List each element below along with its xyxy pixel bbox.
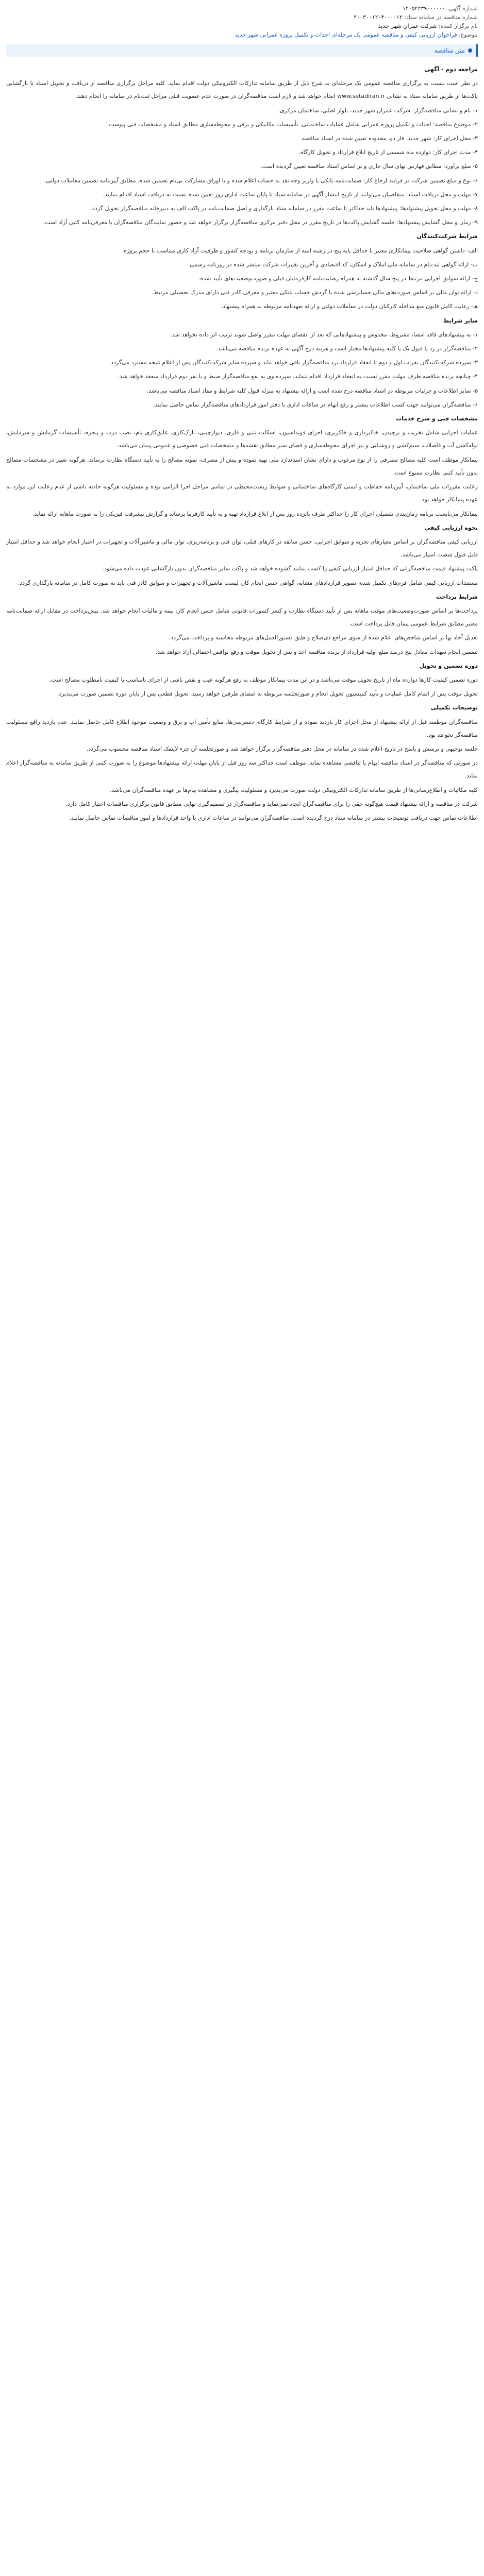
paragraph: ۱- نام و نشانی مناقصه‌گزار: شرکت عمران شهر جدید، بلوار اصلی، ساختمان مرکزی. — [278, 107, 478, 114]
meta-key: شماره مناقصه در سامانه ستاد: — [404, 14, 478, 21]
bullet-icon — [468, 48, 472, 53]
paragraph-heading: سایر شرایط — [443, 317, 478, 324]
paragraph-heading: مراجعه دوم - آگهی — [424, 66, 478, 73]
meta-key: نام برگزار کننده: — [438, 23, 478, 29]
paragraph: تعدیل آحاد بها بر اساس شاخص‌های اعلام شده از سوی مراجع ذی‌صلاح و طبق دستورالعمل‌های مربوطه محاسبه و پرداخت می‌گردد. — [169, 634, 478, 641]
paragraph: ۲- مناقصه‌گزار در رد یا قبول یک یا کلیه پیشنهادها مختار است و هزینه درج آگهی به عهده برنده مناقصه می‌باشد. — [216, 345, 478, 352]
paragraph-heading: شرایط شرکت‌کنندگان — [416, 233, 478, 240]
paragraph: عملیات اجرایی شامل تخریب و برچیدن، خاکبرداری و خاکریزی، اجرای فونداسیون، اسکلت بتنی و فلزی، دیوارچینی، نازک‌کاری، عایق‌کاری بام، نصب درب و پنجره، تأسیسات گرمایش و سرمایش، لوله‌کشی آب و فاضلاب، سیم‌کشی و روشنایی و نیز اجرای محوطه‌سازی و فضای سبز مطابق نقشه‌ها و مشخصات فنی خصوصی و عمومی پیمان می‌باشد. — [6, 429, 478, 449]
paragraph: تضمین انجام تعهدات معادل پنج درصد مبلغ اولیه قرارداد از برنده مناقصه اخذ و پس از تحویل موقت و رفع نواقص احتمالی آزاد خواهد شد. — [155, 648, 478, 655]
section-header — [6, 44, 478, 57]
meta-key: شماره آگهی: — [447, 5, 478, 12]
meta-value: شرکت عمران شهر جدید — [378, 23, 437, 29]
paragraph-heading: مشخصات فنی و شرح خدمات — [396, 415, 478, 422]
paragraph: دوره تضمین کیفیت کارها دوازده ماه از تاریخ تحویل موقت می‌باشد و در این مدت پیمانکار موظف به رفع هرگونه عیب و نقص ناشی از اجرای نامناسب یا کیفیت نامطلوب مصالح است. — [49, 676, 478, 683]
paragraph: ۵- مبلغ برآورد: مطابق فهارس بهای سال جاری و بر اساس اسناد مناقصه تعیین گردیده است. — [260, 163, 478, 170]
meta-row — [6, 22, 478, 30]
paragraph: هـ- رعایت کامل قانون منع مداخله کارکنان دولت در معاملات دولتی و ارائه تعهدنامه مربوطه به همراه پیشنهاد. — [221, 303, 478, 310]
paragraph: ۳- محل اجرای کار: شهر جدید، فاز دو، محدوده تعیین شده در اسناد مناقصه. — [300, 135, 478, 142]
paragraph: در نظر است نسبت به برگزاری مناقصه عمومی یک مرحله‌ای به شرح ذیل از طریق سامانه تدارکات الکترونیکی دولت اقدام نماید. کلیه مراحل برگزاری مناقصه از دریافت و تحویل اسناد تا بازگشایی پاکت‌ها از طریق سامانه ستاد به نشانی www.setadiran.ir انجام خواهد شد و لازم است مناقصه‌گران در صورت عدم عضویت قبلی مراحل ثبت‌نام در سامانه را انجام دهند. — [6, 80, 478, 100]
paragraph: رعایت مقررات ملی ساختمان، آیین‌نامه حفاظت و ایمنی کارگاه‌های ساختمانی و ضوابط زیست‌محیطی در تمامی مراحل اجرا الزامی بوده و مسئولیت هرگونه حادثه ناشی از عدم رعایت این موارد به عهده پیمانکار خواهد بود. — [6, 483, 478, 503]
paragraph: پاکت پیشنهاد قیمت مناقصه‌گرانی که حداقل امتیاز ارزیابی کیفی را کسب نمایند گشوده خواهد شد و پاکت سایر مناقصه‌گران بدون بازگشایی عودت داده می‌شود. — [102, 565, 478, 572]
paragraph: ۵- سایر اطلاعات و جزئیات مربوطه در اسناد مناقصه درج شده است و ارائه پیشنهاد به منزله قبول کلیه شرایط و مفاد اسناد مناقصه می‌باشد. — [146, 387, 478, 394]
tender-text — [6, 63, 478, 824]
paragraph: ۴- مدت اجرای کار: دوازده ماه شمسی از تاریخ ابلاغ قرارداد و تحویل کارگاه. — [298, 149, 478, 156]
paragraph: در صورتی که مناقصه‌گر در اسناد مناقصه ابهام یا تناقضی مشاهده نماید، موظف است حداکثر سه روز قبل از پایان مهلت ارائه پیشنهادها موضوع را به صورت کتبی از طریق سامانه به مناقصه‌گزار اعلام نماید. — [6, 759, 478, 779]
paragraph: ۱- به پیشنهادهای فاقد امضا، مشروط، مخدوش و پیشنهادهایی که بعد از انقضای مهلت مقرر واصل شوند ترتیب اثر داده نخواهد شد. — [170, 331, 478, 338]
paragraph: ۹- زمان و محل گشایش پیشنهادها: جلسه گشایش پاکت‌ها در تاریخ مقرر در محل دفتر مرکزی مناقصه‌گزار برگزار خواهد شد و حضور نمایندگان مناقصه‌گران با معرفی‌نامه کتبی آزاد است. — [43, 219, 478, 226]
paragraph-heading: نحوه ارزیابی کیفی — [425, 524, 478, 531]
meta-value: ۲۰۰۳۰۰۱۲۰۴۰۰۰۰۱۲ — [354, 14, 403, 21]
meta-key: موضوع: — [459, 31, 478, 38]
meta-row — [6, 30, 478, 39]
paragraph: ۸- مهلت و محل تحویل پیشنهادها: پیشنهادها باید حداکثر تا ساعت مقرر در سامانه ستاد بارگذاری و اصل ضمانت‌نامه در پاکت الف به دبیرخانه مناقصه‌گزار تحویل گردد. — [90, 205, 478, 212]
paragraph: جلسه توجیهی و پرسش و پاسخ در تاریخ اعلام شده در سامانه در محل دفتر مناقصه‌گزار برگزار خواهد شد و صورتجلسه آن جزء لاینفک اسناد مناقصه محسوب می‌گردد. — [86, 745, 478, 752]
paragraph: ۴- چنانچه برنده مناقصه ظرف مهلت مقرر نسبت به انعقاد قرارداد اقدام ننماید، سپرده وی به نفع مناقصه‌گزار ضبط و با نفر دوم قرارداد منعقد خواهد شد. — [118, 373, 478, 380]
paragraph: ۳- سپرده شرکت‌کنندگان نفرات اول و دوم تا انعقاد قرارداد نزد مناقصه‌گزار باقی خواهد ماند و سپرده سایر شرکت‌کنندگان پس از اعلام نتیجه مسترد می‌گردد. — [109, 359, 478, 366]
paragraph: ۶- نوع و مبلغ تضمین شرکت در فرایند ارجاع کار: ضمانت‌نامه بانکی یا واریز وجه نقد به حساب اعلام شده و یا اوراق مشارکت بی‌نام تضمین شده، مطابق آیین‌نامه تضمین معاملات دولتی. — [44, 177, 478, 184]
meta-row — [6, 4, 478, 13]
paragraph: کلیه مکاتبات و اطلاع‌رسانی‌ها از طریق سامانه تدارکات الکترونیکی دولت صورت می‌پذیرد و مسئولیت پیگیری و مشاهده پیام‌ها بر عهده مناقصه‌گران می‌باشد. — [110, 786, 478, 793]
paragraph: ارزیابی کیفی مناقصه‌گران بر اساس معیارهای تجربه و سوابق اجرایی، حسن سابقه در کارهای قبلی، توان فنی و برنامه‌ریزی، توان مالی و ماشین‌آلات و تجهیزات در اختیار انجام خواهد شد و حداقل امتیاز قابل قبول شصت امتیاز می‌باشد. — [6, 538, 478, 558]
paragraph: پیمانکار موظف است کلیه مصالح مصرفی را از نوع مرغوب و دارای نشان استاندارد ملی تهیه نموده و پیش از مصرف، نمونه مصالح را به تأیید دستگاه نظارت برساند. هرگونه تغییر در مشخصات مصالح بدون تأیید کتبی نظارت ممنوع است. — [6, 456, 478, 476]
paragraph: پیمانکار می‌بایست برنامه زمان‌بندی تفصیلی اجرای کار را حداکثر ظرف پانزده روز پس از ابلاغ قرارداد تهیه و به تأیید کارفرما برساند و گزارش پیشرفت فیزیکی را به صورت ماهانه ارائه نماید. — [32, 510, 478, 517]
paragraph: د- ارائه توان مالی بر اساس صورت‌های مالی حسابرسی شده یا گردش حساب بانکی معتبر و معرفی کادر فنی دارای مدرک تحصیلی مرتبط. — [152, 289, 478, 296]
paragraph-heading: دوره تضمین و تحویل — [419, 662, 478, 669]
paragraph-heading: توضیحات تکمیلی — [430, 704, 478, 711]
paragraph: مناقصه‌گران موظفند قبل از ارائه پیشنهاد از محل اجرای کار بازدید نموده و از شرایط کارگاه، دسترسی‌ها، منابع تأمین آب و برق و وضعیت موجود اطلاع کامل حاصل نمایند. عدم بازدید رافع مسئولیت مناقصه‌گر نخواهد بود. — [6, 718, 478, 738]
ad-metadata — [6, 4, 478, 39]
paragraph: پرداخت‌ها بر اساس صورت‌وضعیت‌های موقت ماهانه پس از تأیید دستگاه نظارت و کسر کسورات قانونی شامل حسن انجام کار، بیمه و مالیات انجام خواهد شد. پیش‌پرداخت در مقابل ارائه ضمانت‌نامه معتبر مطابق شرایط عمومی پیمان قابل پرداخت است. — [6, 607, 478, 628]
meta-row — [6, 13, 478, 22]
paragraph: شرکت در مناقصه و ارائه پیشنهاد قیمت هیچ‌گونه حقی را برای مناقصه‌گران ایجاد نمی‌نماید و مناقصه‌گزار در تصمیم‌گیری نهایی مطابق قانون برگزاری مناقصات اختیار کامل دارد. — [65, 800, 478, 807]
meta-value: فراخوان ارزیابی کیفی و مناقصه عمومی یک مرحله‌ای احداث و تکمیل پروژه عمرانی شهر جدید — [235, 31, 457, 38]
paragraph: ۲- موضوع مناقصه: احداث و تکمیل پروژه عمرانی شامل عملیات ساختمانی، تأسیسات مکانیکی و برقی و محوطه‌سازی مطابق اسناد و مشخصات فنی پیوست. — [107, 121, 478, 128]
paragraph: اطلاعات تماس جهت دریافت توضیحات بیشتر در سامانه ستاد درج گردیده است. مناقصه‌گران می‌توانند در ساعات اداری با واحد قراردادها و امور مناقصات تماس حاصل نمایند. — [69, 814, 478, 821]
paragraph: مستندات ارزیابی کیفی شامل فرم‌های تکمیل شده، تصویر قراردادهای مشابه، گواهی حسن انجام کار، لیست ماشین‌آلات و تجهیزات و سوابق کادر فنی باید به صورت کامل در سامانه بارگذاری گردد. — [18, 579, 478, 586]
paragraph: الف- داشتن گواهی صلاحیت پیمانکاری معتبر با حداقل پایه پنج در رشته ابنیه از سازمان برنامه و بودجه کشور و ظرفیت آزاد کاری متناسب با حجم پروژه. — [122, 247, 478, 254]
meta-value: ۱۴۰۵۴۲۳۹۰۰۰۰۰۰ — [403, 5, 445, 12]
paragraph: ۶- مناقصه‌گران می‌توانند جهت کسب اطلاعات بیشتر و رفع ابهام در ساعات اداری با دفتر امور قراردادهای مناقصه‌گزار تماس حاصل نمایند. — [153, 401, 478, 408]
paragraph: ب- ارائه گواهی ثبت‌نام در سامانه ملی املاک و اسکان، کد اقتصادی و آخرین تغییرات شرکت منتشر شده در روزنامه رسمی. — [188, 261, 478, 268]
paragraph-heading: شرایط پرداخت — [436, 593, 478, 600]
paragraph: ۷- مهلت و محل دریافت اسناد: متقاضیان می‌توانند از تاریخ انتشار آگهی در سامانه ستاد تا پایان ساعت اداری روز تعیین شده نسبت به دریافت اسناد اقدام نمایند. — [103, 191, 478, 198]
paragraph: تحویل موقت پس از اتمام کامل عملیات و تأیید کمیسیون تحویل انجام و صورتجلسه مربوطه به امضای طرفین خواهد رسید. تحویل قطعی پس از پایان دوره تضمین صورت می‌پذیرد. — [57, 690, 478, 698]
paragraph: ج- ارائه سوابق اجرایی مرتبط در پنج سال گذشته به همراه رضایت‌نامه کارفرمایان قبلی و صورت‌وضعیت‌های تأیید شده. — [198, 275, 478, 282]
section-title: متن مناقصه — [434, 47, 465, 54]
